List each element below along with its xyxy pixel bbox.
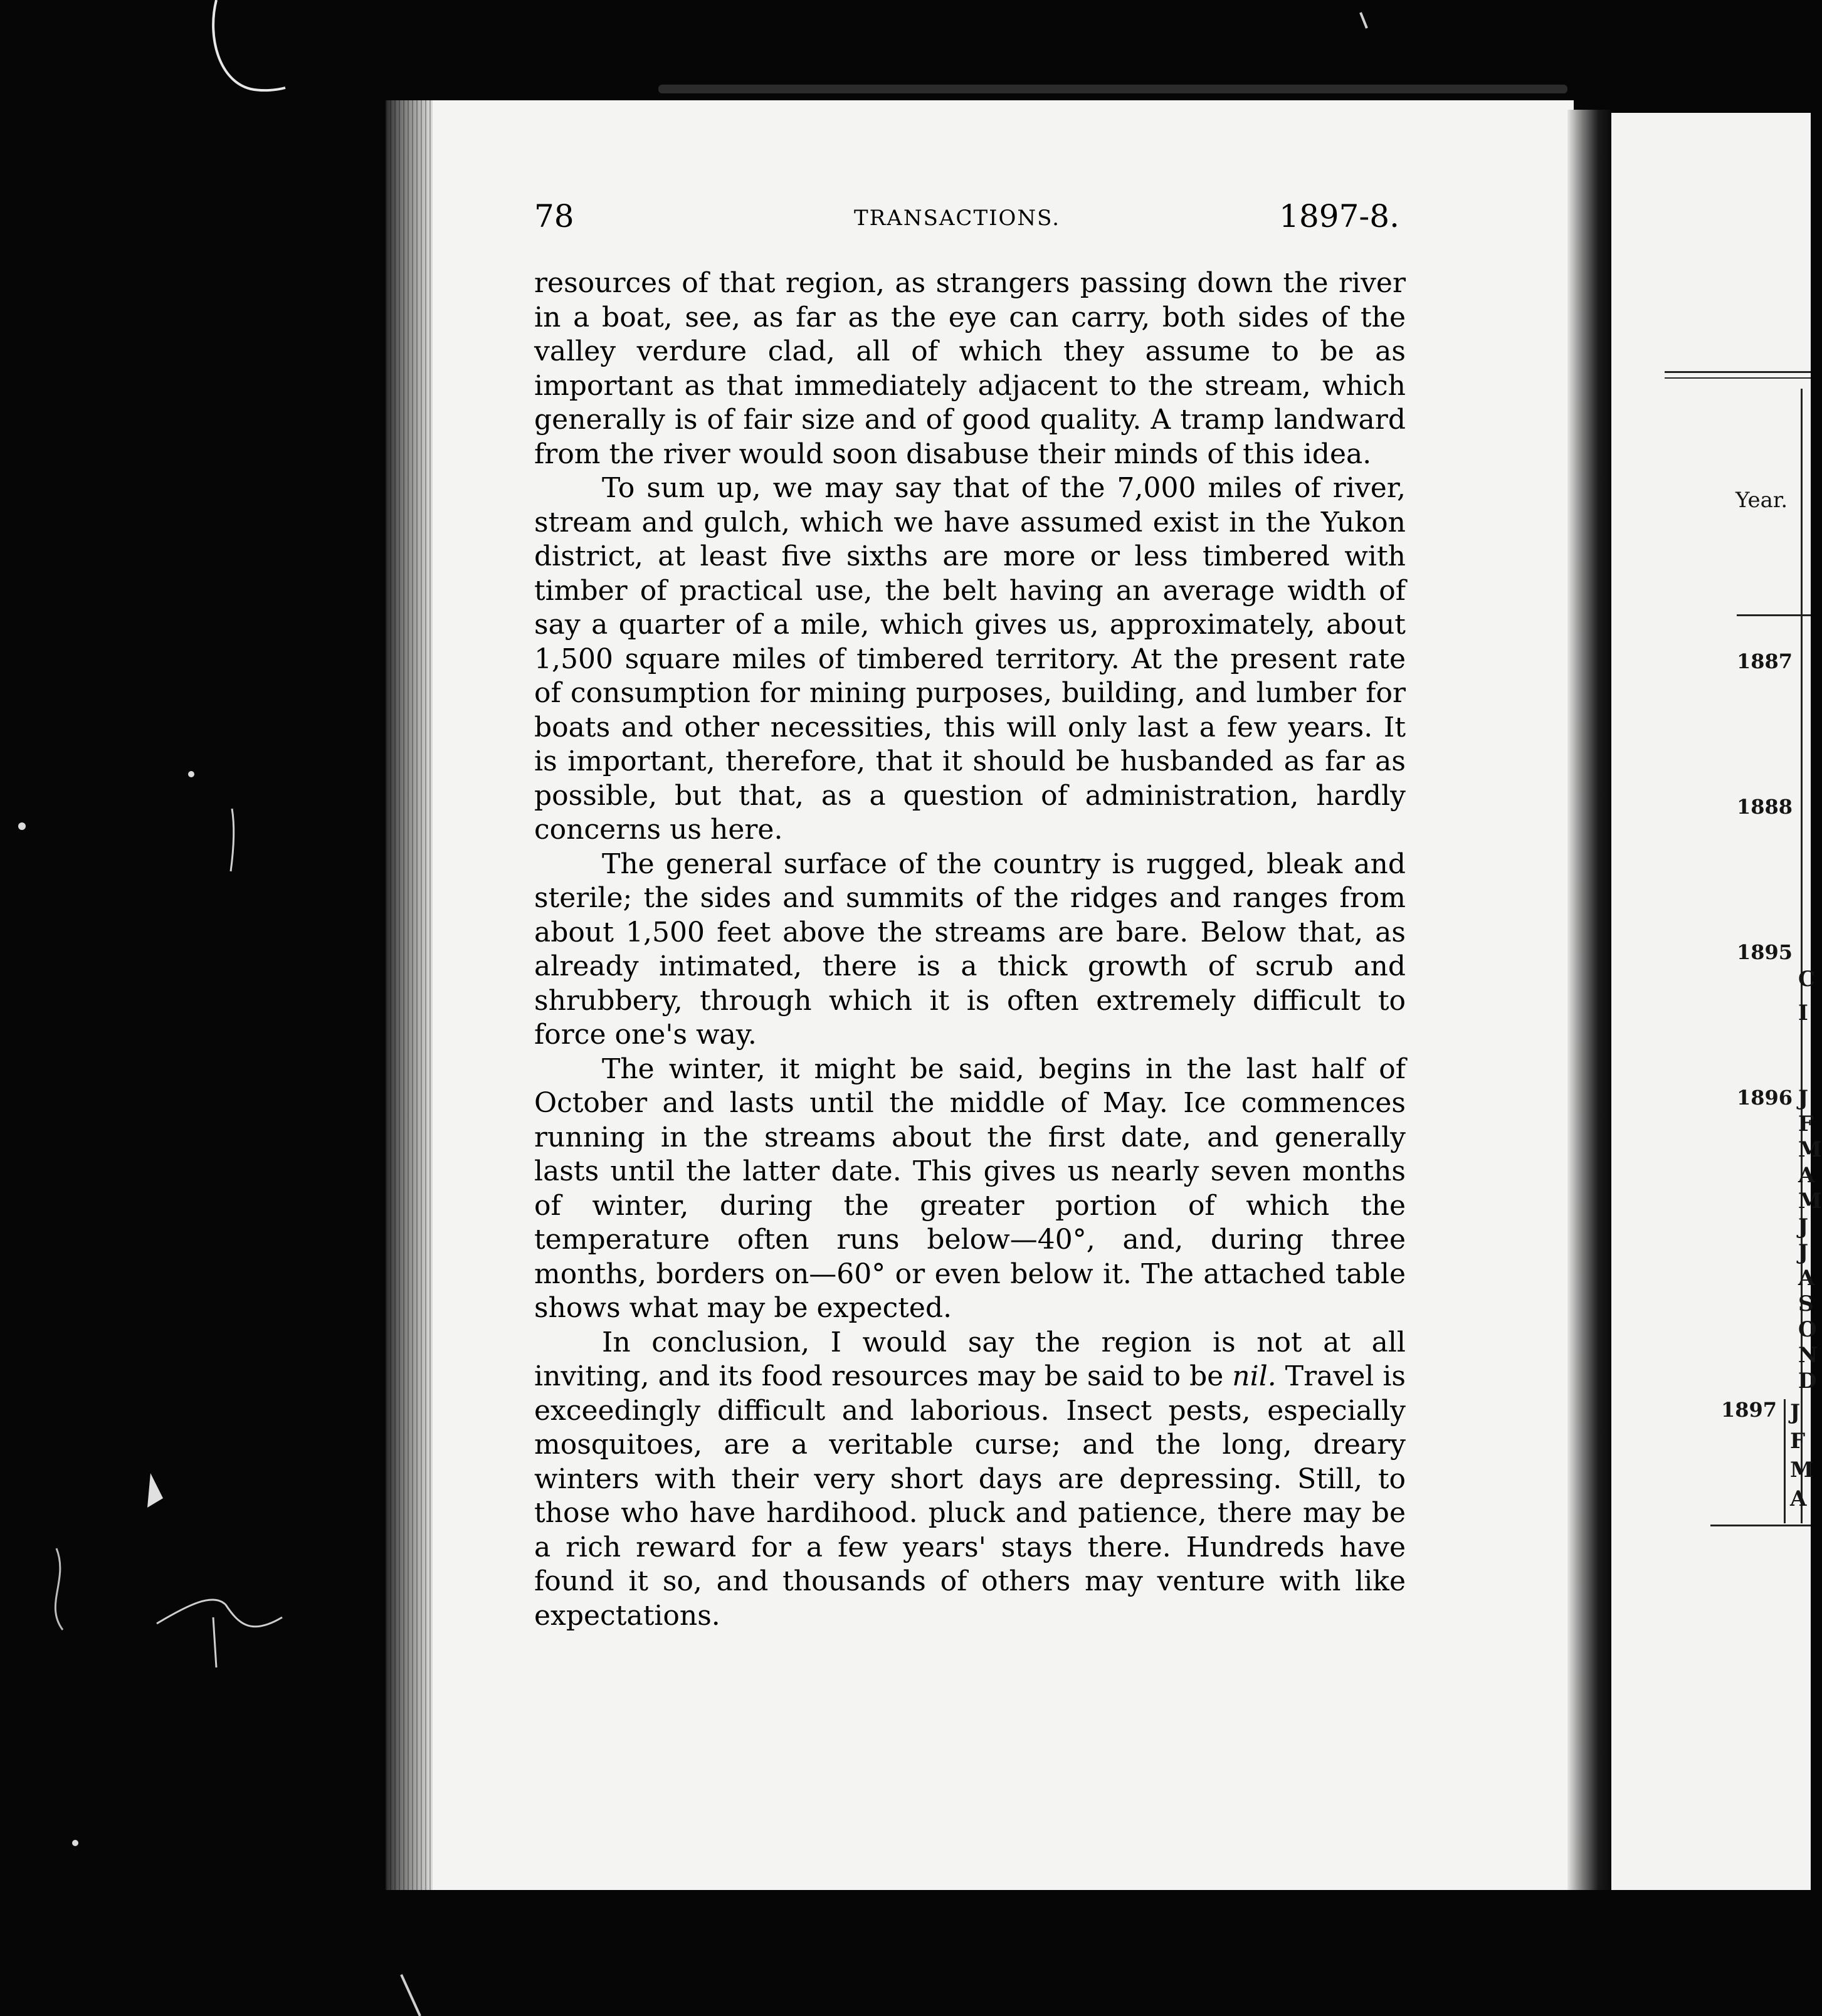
table-month: S xyxy=(1798,1291,1814,1316)
table-column-rule xyxy=(1784,1399,1786,1523)
table-month: O xyxy=(1798,1317,1817,1342)
table-month-column xyxy=(1798,962,1815,1030)
text-run: In conclusion, I would say the region is not at all inviting, and its food resources may be said to be xyxy=(534,1326,1406,1392)
table-year: 1897 xyxy=(1721,1398,1777,1422)
table-year: 1888 xyxy=(1737,795,1793,819)
scan-artifact xyxy=(157,1600,282,1627)
text-run: Travel is exceedingly difficult and laborious. Insect pests, especially mosquitoes, are a veritable curse; and the long, dreary winters with their very short days are depressing. Still, to those who have hardihood. pluck and patience, there may be a rich reward for a few years' stays there. Hundreds have found it so, and thousands of others may venture with like expectations. xyxy=(534,1360,1406,1632)
page-top-shadow xyxy=(658,85,1567,93)
table-month: A xyxy=(1790,1486,1807,1511)
paragraph xyxy=(534,1326,1406,1634)
table-month-column xyxy=(1798,1086,1822,1394)
table-month: F xyxy=(1790,1429,1806,1454)
scan-artifact xyxy=(147,1473,163,1508)
table-year: 1887 xyxy=(1737,649,1793,673)
table-rule xyxy=(1665,377,1811,379)
paragraph: resources of that region, as strangers passing down the river in a boat, see, as far as the eye can carry, both sides of the valley verdure clad, all of which they assume to be as important as that immediately adjacent to the stream, which generally is of fair size and of good quality. A tramp landward from the river would soon disabuse their minds of this idea. xyxy=(534,267,1406,470)
scan-artifact xyxy=(1361,13,1367,28)
paragraph: To sum up, we may say that of the 7,000 miles of river, stream and gulch, which we have assumed exist in the Yukon district, at least five sixths are more or less timbered with timber of practical use, the belt having an average width of say a quarter of a mile, which gives us, approximately, about 1,500 square miles of timbered territory. At the present rate of consumption for mining purposes, building, and lumber for boats and other necessities, this will only last a few years. It is important, therefore, that it should be husbanded as far as possible, but that, as a question of administration, hardly concerns us here. xyxy=(534,472,1406,846)
table-month: A xyxy=(1798,1266,1815,1291)
paragraph: The general surface of the country is rugged, bleak and sterile; the sides and summits of the ridges and ranges from about 1,500 feet above the streams are bare. Below that, as already intimated, there is a thick growth of scrub and shrubbery, through which it is often extremely difficult to force one's way. xyxy=(534,848,1406,1051)
page-number: 78 xyxy=(534,198,574,234)
scan-artifact xyxy=(231,809,234,871)
paragraph: The winter, it might be said, begins in the last half of October and lasts until the middle of May. Ice commences running in the streams about the first date, and generally lasts until the latter date. This gives us nearly seven months of winter, during the greater portion of which the temperature often runs below—40°, and, during three months, borders on—60° or even below it. The attached table shows what may be expected. xyxy=(534,1053,1406,1324)
table-month: J xyxy=(1790,1400,1801,1425)
year-range: 1897-8. xyxy=(1279,198,1399,234)
body-text xyxy=(534,266,1406,1633)
scan-artifact xyxy=(213,0,285,90)
table-month: M xyxy=(1798,1137,1822,1162)
table-year: 1896 xyxy=(1737,1086,1793,1110)
running-head xyxy=(534,198,1399,238)
book-gutter xyxy=(1567,110,1611,1890)
table-rule xyxy=(1737,614,1811,616)
scan-artifact xyxy=(55,1548,63,1630)
italic-text: nil. xyxy=(1232,1360,1277,1392)
scan-artifact xyxy=(401,1975,420,2016)
scan-artifact xyxy=(72,1840,78,1846)
table-month: M xyxy=(1798,1189,1822,1214)
table-month: A xyxy=(1798,1163,1815,1188)
table-rule xyxy=(1665,371,1811,373)
facing-page xyxy=(1611,113,1811,1890)
scan-artifact xyxy=(188,771,194,777)
table-rule xyxy=(1710,1525,1811,1526)
table-month: J xyxy=(1798,1086,1809,1111)
table-month: I xyxy=(1798,1000,1808,1026)
table-month: F xyxy=(1798,1111,1814,1137)
table-column-header: Year. xyxy=(1735,488,1788,513)
running-title: TRANSACTIONS. xyxy=(854,206,1061,231)
table-month: J xyxy=(1798,1240,1809,1265)
table-year: 1895 xyxy=(1737,940,1793,964)
table-month: D xyxy=(1798,1368,1817,1394)
scan-artifact xyxy=(213,1617,216,1667)
table-month: M xyxy=(1790,1457,1814,1483)
table-month: N xyxy=(1798,1343,1818,1368)
table-month: J xyxy=(1798,1214,1809,1239)
table-month-column xyxy=(1790,1398,1814,1513)
table-month: C xyxy=(1798,967,1816,992)
scan-artifact xyxy=(18,822,26,830)
